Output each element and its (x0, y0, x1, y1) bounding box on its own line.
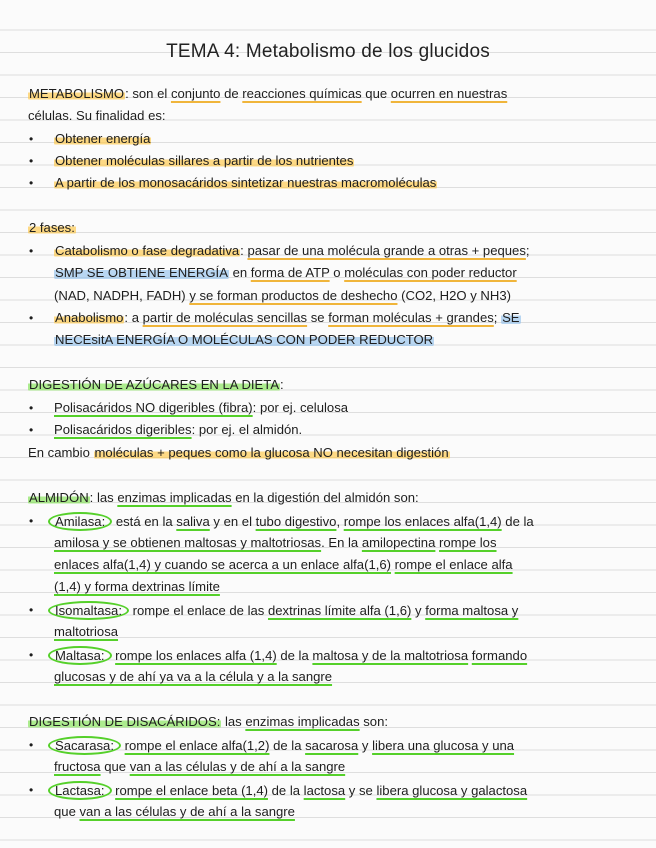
list-item: Obtener moléculas sillares a partir de los nutrientes (55, 153, 354, 168)
page-title: TEMA 4: Metabolismo de los glucidos (166, 41, 490, 62)
lactasa-item: Lactasa: rompe el enlace beta (1,4) de la lactosa y se libera glucosa y galactosa (54, 781, 629, 800)
maltasa-item-cont: glucosas y de ahí ya va a la célula y a la sangre (54, 669, 333, 684)
amilasa-item: Amilasa: está en la saliva y en el tubo digestivo, rompe los enlaces alfa(1,4) de la (54, 512, 629, 531)
bullet: • (29, 738, 34, 752)
almidon-heading: ALMIDÓN: las enzimas implicadas en la digestión del almidón son: (29, 490, 419, 505)
isomaltasa-item: Isomaltasa: rompe el enlace de las dextrinas límite alfa (1,6) y forma maltosa y (54, 601, 629, 620)
amilasa-item-cont: (1,4) y forma dextrinas límite (54, 579, 220, 594)
enzyme-name: Sacarasa: (48, 736, 121, 755)
bullet: • (29, 514, 34, 528)
enzyme-name: Maltasa: (48, 646, 112, 665)
sacarasa-item-cont: fructosa que van a las células y de ahí a la sangre (54, 759, 346, 774)
bullet: • (29, 603, 34, 617)
bullet: • (29, 176, 34, 190)
bullet: • (29, 401, 34, 415)
metabolismo-definition: METABOLISMO: son el conjunto de reacciones químicas que ocurren en nuestras (29, 86, 508, 101)
metabolismo-term: METABOLISMO (29, 86, 125, 101)
anabolismo-item: Anabolismo: a partir de moléculas sencillas se forman moléculas + grandes; SE (55, 310, 520, 325)
list-item: Obtener energía (55, 131, 151, 146)
enzyme-name: Lactasa: (48, 781, 112, 800)
isomaltasa-item-cont: maltotriosa (54, 624, 119, 639)
digestion-azucares-heading: DIGESTIÓN DE AZÚCARES EN LA DIETA: (29, 377, 284, 392)
catabolismo-item-cont: (NAD, NADPH, FADH) y se forman productos de deshecho (CO2, H2O y NH3) (54, 288, 511, 303)
fases-heading: 2 fases: (29, 220, 75, 235)
sacarasa-item: Sacarasa: rompe el enlace alfa(1,2) de la sacarosa y libera una glucosa y una (54, 736, 629, 755)
amilasa-item-cont: amilosa y se obtienen maltosas y maltotriosas. En la amilopectina rompe los (54, 535, 497, 550)
bullet: • (29, 311, 34, 325)
digestion-note: En cambio moléculas + peques como la glucosa NO necesitan digestión (28, 445, 449, 460)
enzyme-name: Isomaltasa: (48, 601, 129, 620)
amilasa-item-cont: enlaces alfa(1,4) y cuando se acerca a un enlace alfa(1,6) rompe el enlace alfa (54, 557, 513, 572)
lactasa-item-cont: que van a las células y de ahí a la sangre (54, 804, 295, 819)
bullet: • (29, 154, 34, 168)
list-item: A partir de los monosacáridos sintetizar nuestras macromoléculas (55, 175, 437, 190)
bullet: • (29, 423, 34, 437)
enzyme-name: Amilasa: (48, 512, 112, 531)
bullet: • (29, 648, 34, 662)
anabolismo-item-cont: NECEsitA ENERGÍA O MOLÉCULAS CON PODER REDUCTOR (55, 332, 434, 347)
catabolismo-item: Catabolismo o fase degradativa: pasar de una molécula grande a otras + peques; (55, 243, 530, 258)
list-item: Polisacáridos digeribles: por ej. el almidón. (54, 422, 303, 437)
bullet: • (29, 783, 34, 797)
bullet: • (29, 244, 34, 258)
maltasa-item: Maltasa: rompe los enlaces alfa (1,4) de la maltosa y de la maltotriosa formando (54, 646, 629, 665)
list-item: Polisacáridos NO digeribles (fibra): por ej. celulosa (54, 400, 349, 415)
catabolismo-item-cont: SMP SE OBTIENE ENERGÍA en forma de ATP o moléculas con poder reductor (55, 265, 517, 280)
metabolismo-definition-cont: células. Su finalidad es: (28, 108, 166, 123)
disacaridos-heading: DIGESTIÓN DE DISACÁRIDOS: las enzimas implicadas son: (29, 714, 389, 729)
bullet: • (29, 132, 34, 146)
